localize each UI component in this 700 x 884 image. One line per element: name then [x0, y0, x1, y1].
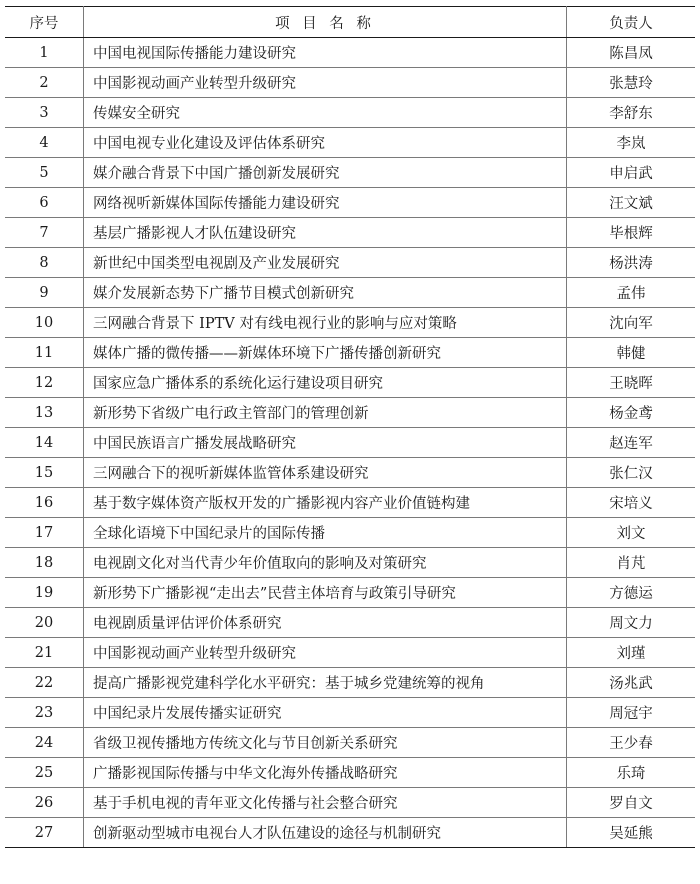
project-name: 基层广播影视人才队伍建设研究 — [84, 218, 567, 248]
table-row — [5, 818, 695, 848]
row-number: 23 — [5, 698, 84, 728]
table-row — [5, 368, 695, 398]
project-leader: 刘文 — [567, 518, 696, 548]
project-name: 提高广播影视党建科学化水平研究：基于城乡党建统筹的视角 — [84, 668, 567, 698]
table-row — [5, 278, 695, 308]
row-number: 21 — [5, 638, 84, 668]
table-row — [5, 128, 695, 158]
project-name: 新世纪中国类型电视剧及产业发展研究 — [84, 248, 567, 278]
project-name: 国家应急广播体系的系统化运行建设项目研究 — [84, 368, 567, 398]
project-name: 基于数字媒体资产版权开发的广播影视内容产业价值链构建 — [84, 488, 567, 518]
table-row — [5, 728, 695, 758]
project-leader: 杨金鸢 — [567, 398, 696, 428]
project-name: 三网融合背景下 IPTV 对有线电视行业的影响与应对策略 — [84, 308, 567, 338]
project-name: 新形势下省级广电行政主管部门的管理创新 — [84, 398, 567, 428]
table-row — [5, 698, 695, 728]
project-leader: 吴延熊 — [567, 818, 696, 848]
row-number: 3 — [5, 98, 84, 128]
table-row — [5, 68, 695, 98]
row-number: 8 — [5, 248, 84, 278]
row-number: 6 — [5, 188, 84, 218]
row-number: 10 — [5, 308, 84, 338]
project-leader: 陈昌凤 — [567, 38, 696, 68]
project-name: 媒介融合背景下中国广播创新发展研究 — [84, 158, 567, 188]
project-leader: 申启武 — [567, 158, 696, 188]
project-name: 广播影视国际传播与中华文化海外传播战略研究 — [84, 758, 567, 788]
project-name: 基于手机电视的青年亚文化传播与社会整合研究 — [84, 788, 567, 818]
row-number: 25 — [5, 758, 84, 788]
project-table — [5, 6, 695, 848]
project-name: 电视剧文化对当代青少年价值取向的影响及对策研究 — [84, 548, 567, 578]
project-leader: 刘瑾 — [567, 638, 696, 668]
project-name: 媒介发展新态势下广播节目模式创新研究 — [84, 278, 567, 308]
project-name: 新形势下广播影视“走出去”民营主体培育与政策引导研究 — [84, 578, 567, 608]
row-number: 14 — [5, 428, 84, 458]
table-row — [5, 458, 695, 488]
table-row — [5, 158, 695, 188]
project-leader: 周冠宇 — [567, 698, 696, 728]
table-row — [5, 338, 695, 368]
project-name: 媒体广播的微传播——新媒体环境下广播传播创新研究 — [84, 338, 567, 368]
table-row — [5, 428, 695, 458]
project-leader: 张仁汉 — [567, 458, 696, 488]
row-number: 15 — [5, 458, 84, 488]
header-leader: 负责人 — [567, 7, 696, 38]
table-row — [5, 248, 695, 278]
project-leader: 王晓晖 — [567, 368, 696, 398]
table-row — [5, 308, 695, 338]
table-row — [5, 188, 695, 218]
table-row — [5, 488, 695, 518]
row-number: 27 — [5, 818, 84, 848]
row-number: 19 — [5, 578, 84, 608]
project-leader: 张慧玲 — [567, 68, 696, 98]
project-name: 网络视听新媒体国际传播能力建设研究 — [84, 188, 567, 218]
row-number: 9 — [5, 278, 84, 308]
table-row — [5, 98, 695, 128]
header-row — [5, 7, 695, 38]
table-row — [5, 758, 695, 788]
project-leader: 孟伟 — [567, 278, 696, 308]
project-leader: 方德运 — [567, 578, 696, 608]
header-no: 序号 — [5, 7, 84, 38]
table-row — [5, 548, 695, 578]
row-number: 13 — [5, 398, 84, 428]
project-leader: 李岚 — [567, 128, 696, 158]
project-name: 中国民族语言广播发展战略研究 — [84, 428, 567, 458]
project-name: 中国电视专业化建设及评估体系研究 — [84, 128, 567, 158]
row-number: 5 — [5, 158, 84, 188]
table-header — [5, 7, 695, 38]
project-leader: 汤兆武 — [567, 668, 696, 698]
project-leader: 周文力 — [567, 608, 696, 638]
project-name: 传媒安全研究 — [84, 98, 567, 128]
project-name: 电视剧质量评估评价体系研究 — [84, 608, 567, 638]
table-row — [5, 638, 695, 668]
project-name: 中国影视动画产业转型升级研究 — [84, 638, 567, 668]
table-row — [5, 398, 695, 428]
row-number: 16 — [5, 488, 84, 518]
row-number: 24 — [5, 728, 84, 758]
row-number: 11 — [5, 338, 84, 368]
project-leader: 毕根辉 — [567, 218, 696, 248]
project-name: 省级卫视传播地方传统文化与节目创新关系研究 — [84, 728, 567, 758]
table-row — [5, 218, 695, 248]
project-leader: 李舒东 — [567, 98, 696, 128]
row-number: 12 — [5, 368, 84, 398]
project-name: 中国纪录片发展传播实证研究 — [84, 698, 567, 728]
project-leader: 韩健 — [567, 338, 696, 368]
row-number: 7 — [5, 218, 84, 248]
project-leader: 王少春 — [567, 728, 696, 758]
table-row — [5, 578, 695, 608]
row-number: 20 — [5, 608, 84, 638]
table-body — [5, 38, 695, 848]
project-leader: 赵连军 — [567, 428, 696, 458]
header-name: 项 目 名 称 — [84, 7, 567, 38]
row-number: 1 — [5, 38, 84, 68]
row-number: 4 — [5, 128, 84, 158]
project-name: 中国影视动画产业转型升级研究 — [84, 68, 567, 98]
table-row — [5, 518, 695, 548]
project-name: 全球化语境下中国纪录片的国际传播 — [84, 518, 567, 548]
project-leader: 罗自文 — [567, 788, 696, 818]
row-number: 2 — [5, 68, 84, 98]
project-name: 创新驱动型城市电视台人才队伍建设的途径与机制研究 — [84, 818, 567, 848]
project-leader: 杨洪涛 — [567, 248, 696, 278]
table-row — [5, 788, 695, 818]
project-leader: 汪文斌 — [567, 188, 696, 218]
project-leader: 宋培义 — [567, 488, 696, 518]
table-row — [5, 38, 695, 68]
row-number: 22 — [5, 668, 84, 698]
project-name: 中国电视国际传播能力建设研究 — [84, 38, 567, 68]
project-leader: 肖芃 — [567, 548, 696, 578]
table-row — [5, 608, 695, 638]
row-number: 18 — [5, 548, 84, 578]
project-leader: 乐琦 — [567, 758, 696, 788]
project-leader: 沈向军 — [567, 308, 696, 338]
row-number: 26 — [5, 788, 84, 818]
table-row — [5, 668, 695, 698]
row-number: 17 — [5, 518, 84, 548]
project-name: 三网融合下的视听新媒体监管体系建设研究 — [84, 458, 567, 488]
